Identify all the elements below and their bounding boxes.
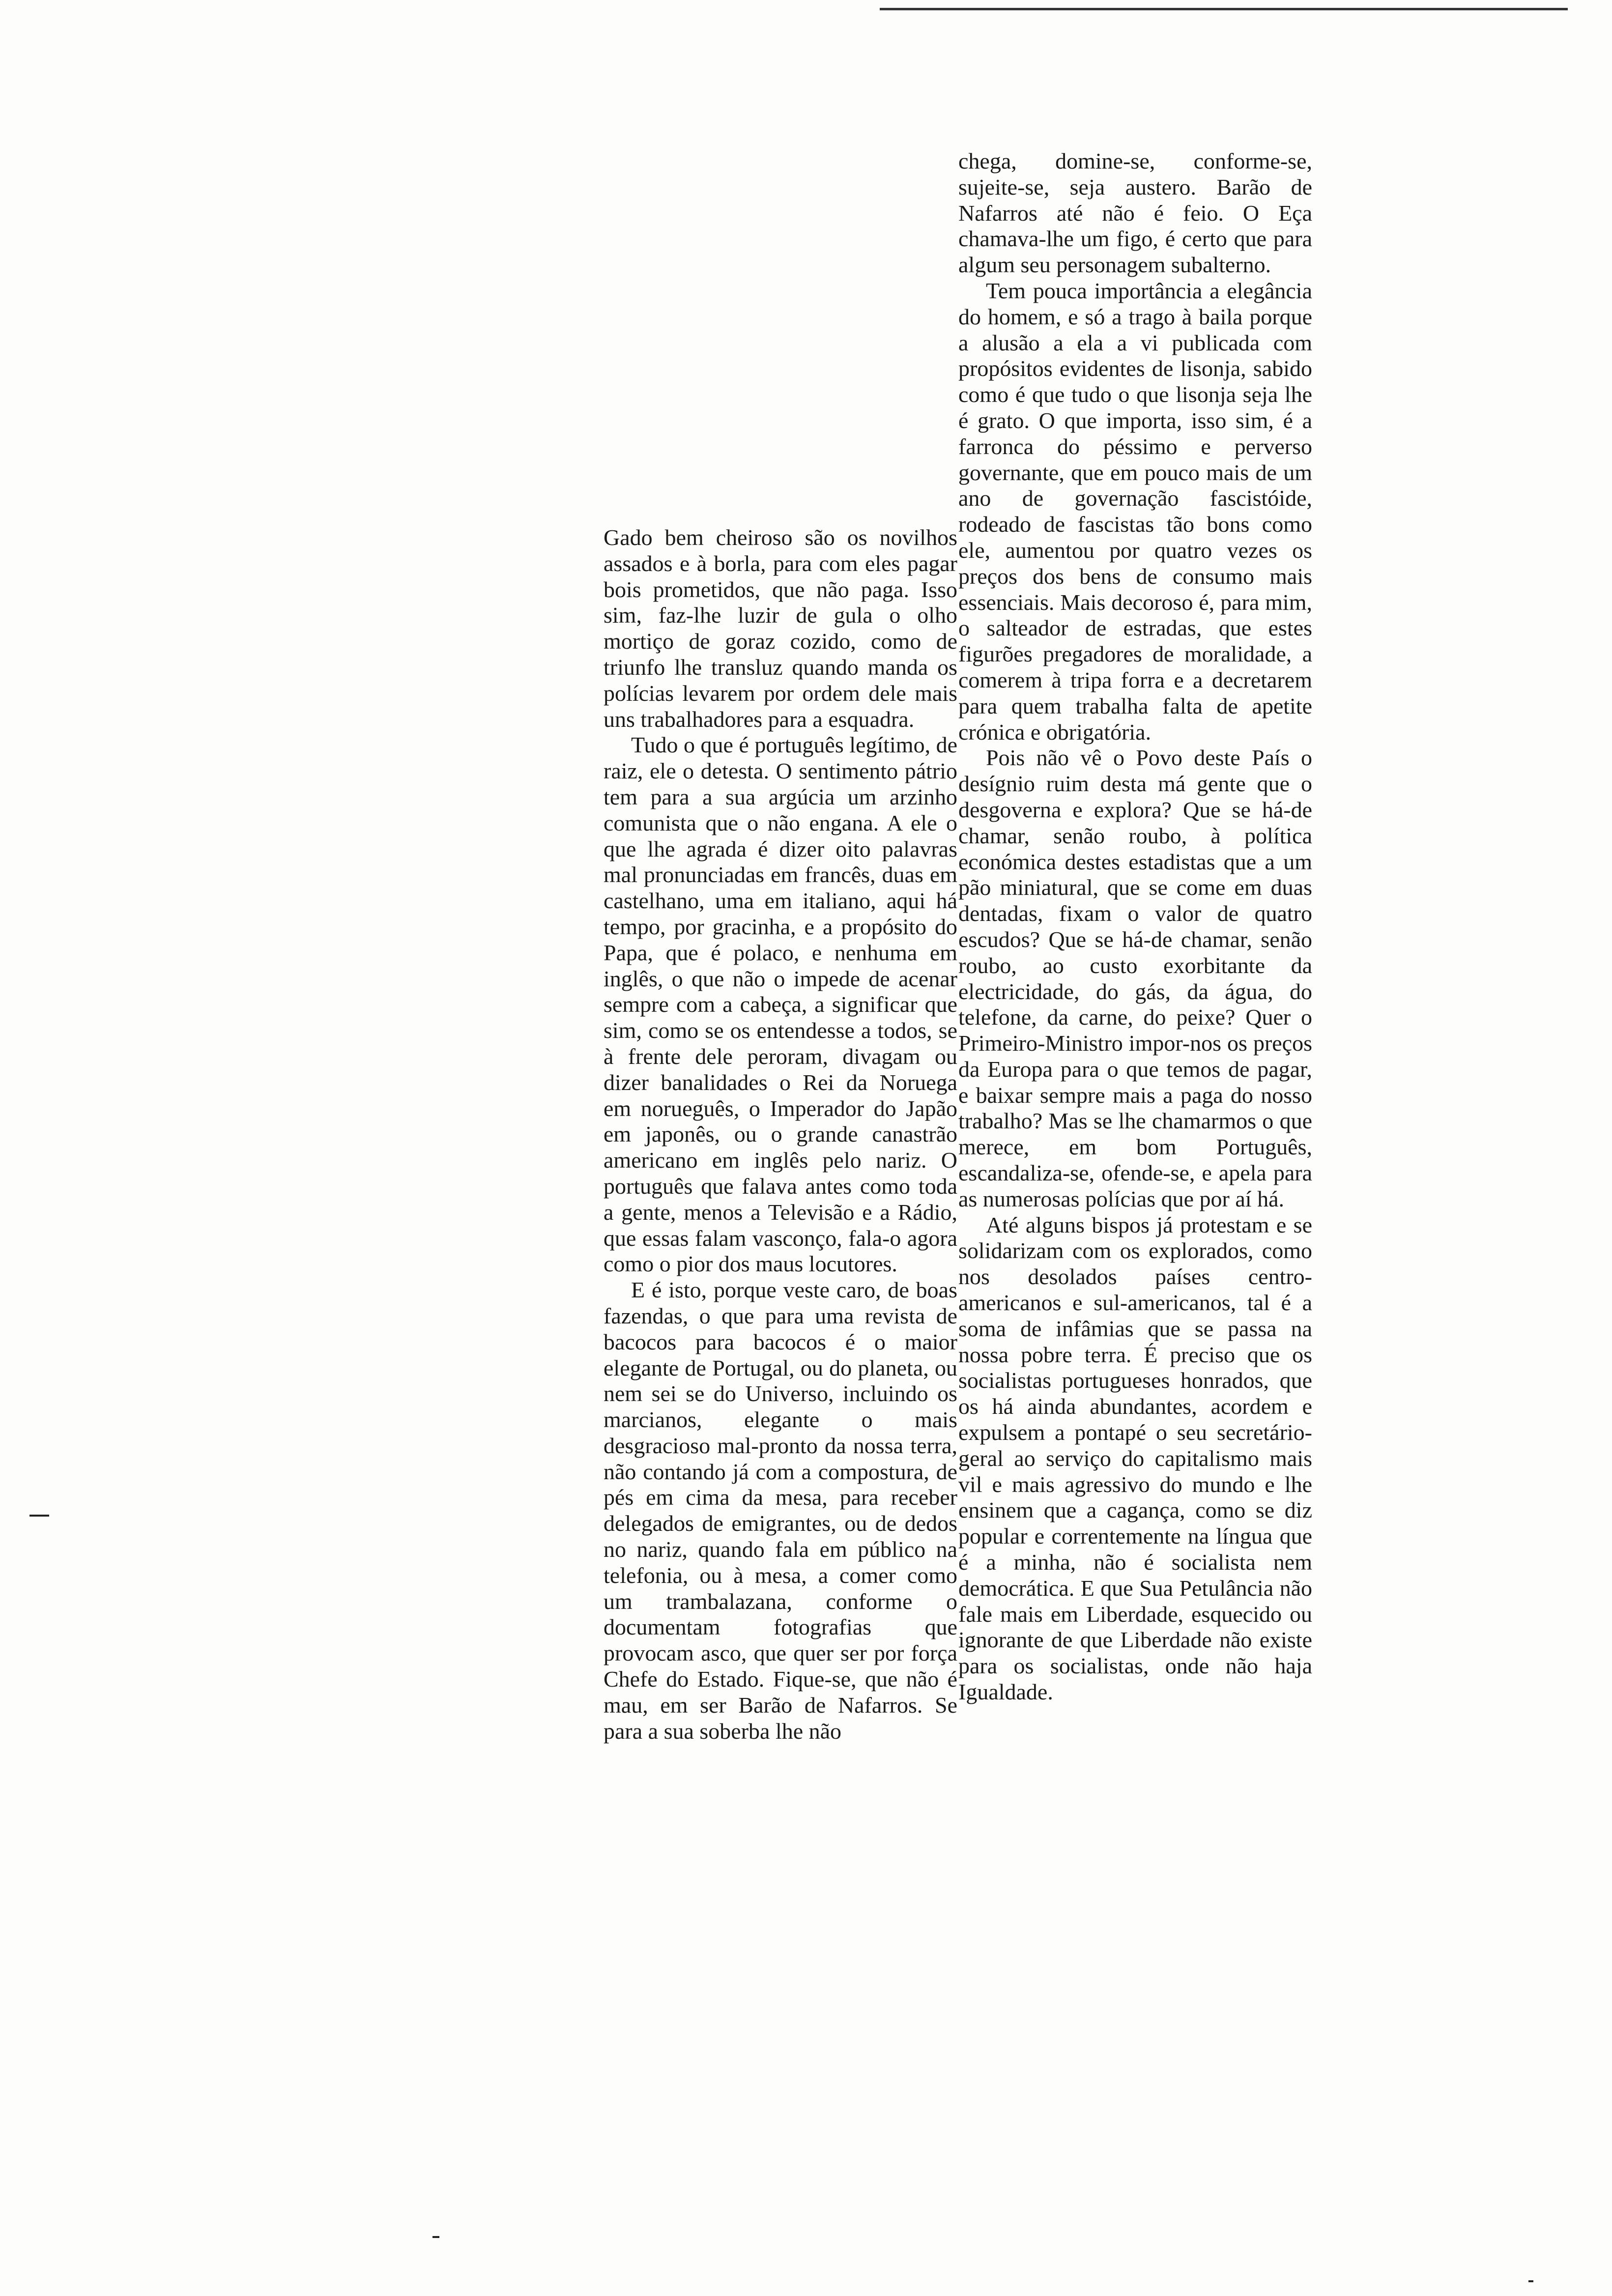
paragraph: chega, domine-se, conforme-se, sujeite-se, seja austero. Barão de Nafarros até não é feio. O Eça chamava-lhe um figo, é certo que para algum seu personagem subalterno.: [958, 148, 1312, 278]
article-column-left: [604, 525, 957, 1744]
paragraph: Pois não vê o Povo deste País o desígnio ruim desta má gente que o desgoverna e explora? Que se há-de chamar, senão roubo, à política económica destes estadistas que a um pão miniatural, que se come em duas dentadas, fixam o valor de quatro escudos? Que se há-de chamar, senão roubo, ao custo exorbitante da electricidade, do gás, da água, do telefone, da carne, do peixe? Quer o Primeiro-Ministro impor-nos os preços da Europa para o que temos de pagar, e baixar sempre mais a paga do nosso trabalho? Mas se lhe chamarmos o que merece, em bom Português, escandaliza-se, ofende-se, e apela para as numerosas polícias que por aí há.: [958, 745, 1312, 1211]
paragraph: Gado bem cheiroso são os novilhos assados e à borla, para com eles pagar bois prometidos, que não paga. Isso sim, faz-lhe luzir de gula o olho mortiço de goraz cozido, como de triunfo lhe transluz quando manda os polícias levarem por ordem dele mais uns trabalhadores para a esquadra.: [604, 525, 957, 732]
article-column-right: [958, 148, 1312, 1705]
margin-mark: [432, 2236, 439, 2238]
paragraph: E é isto, porque veste caro, de boas fazendas, o que para uma revista de bacocos para bacocos é o maior elegante de Portugal, ou do planeta, ou nem sei se do Universo, incluindo os marcianos, elegante o mais desgracioso mal-pronto da nossa terra, não contando já com a compostura, de pés em cima da mesa, para receber delegados de emigrantes, ou de dedos no nariz, quando fala em público na telefonia, ou à mesa, a comer como um trambalazana, conforme o documentam fotografias que provocam asco, que quer ser por força Chefe do Estado. Fique-se, que não é mau, em ser Barão de Nafarros. Se para a sua soberba lhe não: [604, 1277, 957, 1744]
margin-mark: [29, 1515, 49, 1517]
paragraph: Tudo o que é português legítimo, de raiz, ele o detesta. O sentimento pátrio tem para a sua argúcia um arzinho comunista que o não engana. A ele o que lhe agrada é dizer oito palavras mal pronunciadas em francês, duas em castelhano, uma em italiano, aqui há tempo, por gracinha, e a propósito do Papa, que é polaco, e nenhuma em inglês, o que não o impede de acenar sempre com a cabeça, a significar que sim, como se os entendesse a todos, se à frente dele peroram, divagam ou dizer banalidades o Rei da Noruega em norueguês, o Imperador do Japão em japonês, ou o grande canastrão americano em inglês pelo nariz. O português que falava antes como toda a gente, menos a Televisão e a Rádio, que essas falam vasconço, fala-o agora como o pior dos maus locutores.: [604, 732, 957, 1277]
margin-mark: [1528, 2280, 1533, 2282]
top-edge-rule: [880, 8, 1568, 10]
paragraph: Até alguns bispos já protestam e se solidarizam com os explorados, como nos desolados países centro-americanos e sul-americanos, tal é a soma de infâmias que se passa na nossa pobre terra. É preciso que os socialistas portugueses honrados, que os há ainda abundantes, acordem e expulsem a pontapé o seu secretário-geral ao serviço do capitalismo mais vil e mais agressivo do mundo e lhe ensinem que a cagança, como se diz popular e correntemente na língua que é a minha, não é socialista nem democrática. E que Sua Petulância não fale mais em Liberdade, esquecido ou ignorante de que Liberdade não existe para os socialistas, onde não haja Igualdade.: [958, 1212, 1312, 1705]
paragraph: Tem pouca importância a elegância do homem, e só a trago à baila porque a alusão a ela a vi publicada com propósitos evidentes de lisonja, sabido como é que tudo o que lisonja seja lhe é grato. O que importa, isso sim, é a farronca do péssimo e perverso governante, que em pouco mais de um ano de governação fascistóide, rodeado de fascistas tão bons como ele, aumentou por quatro vezes os preços dos bens de consumo mais essenciais. Mais decoroso é, para mim, o salteador de estradas, que estes figurões pregadores de moralidade, a comerem à tripa forra e a decretarem para quem trabalha falta de apetite crónica e obrigatória.: [958, 278, 1312, 745]
